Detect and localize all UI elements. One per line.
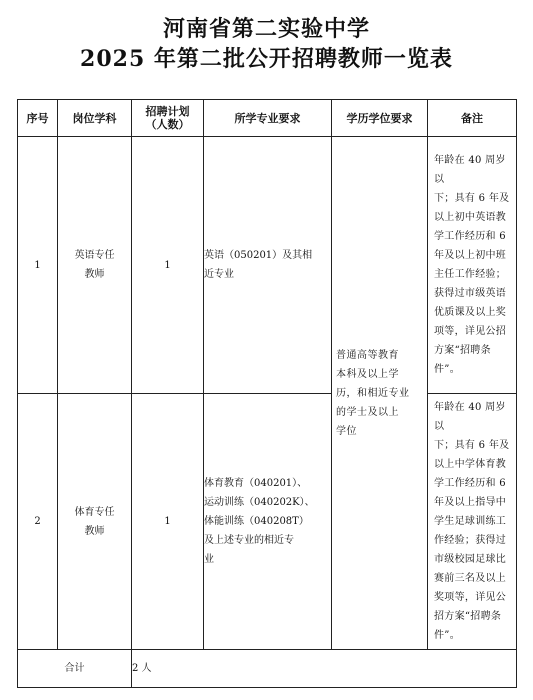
note-line: 件”。 [434, 364, 461, 375]
degree-line: 普通高等教育 [336, 349, 399, 361]
note-line: 年龄在 40 周岁以 [434, 402, 506, 432]
row1-major [204, 137, 332, 394]
table-row [18, 137, 517, 394]
row1-subject-line1: 英语专任 [74, 250, 115, 261]
row1-subject [58, 137, 132, 394]
document-title: 河南省第二实验中学 [162, 16, 370, 42]
row2-notes [428, 394, 517, 650]
note-line: 以上初中英语教 [434, 212, 507, 223]
note-line: 作经验；获得过 [434, 535, 507, 546]
header-row [18, 100, 517, 137]
row1-major-line1: 英语（050201）及其相 [204, 250, 313, 261]
header-notes: 备注 [428, 100, 517, 137]
row1-major-line2: 近专业 [204, 269, 234, 280]
row1-subject-line2: 教师 [84, 269, 105, 280]
row1-count: 1 [132, 137, 204, 394]
header-major: 所学专业要求 [204, 100, 332, 137]
note-line: 学工作经历和 6 [434, 231, 506, 242]
total-value: 2 人 [132, 650, 517, 688]
table-row [18, 394, 517, 650]
note-line: 赛前三名及以上 [434, 573, 507, 584]
recruitment-table [17, 99, 517, 688]
note-line: 下；具有 6 年及 [434, 440, 510, 451]
note-line: 主任工作经验； [434, 269, 507, 280]
note-line: 年龄在 40 周岁以 [434, 155, 506, 185]
header-degree: 学历学位要求 [332, 100, 428, 137]
note-line: 年及以上指导中 [434, 497, 507, 508]
total-row [18, 650, 517, 688]
degree-line: 的学士及以上 [336, 406, 399, 418]
note-line: 年及以上初中班 [434, 250, 507, 261]
row2-major-line: 业 [204, 554, 214, 565]
note-line: 以上中学体育教 [434, 459, 507, 470]
degree-line: 本科及以上学 [336, 368, 399, 380]
row2-major-line: 运动训练（040202K）、 [204, 497, 315, 508]
degree-line: 历，和相近专业 [336, 387, 410, 399]
row2-count: 1 [132, 394, 204, 650]
row1-notes [428, 137, 517, 394]
note-line: 方案“招聘条 [434, 345, 491, 356]
note-line: 奖项等，详见公 [434, 592, 507, 603]
total-label: 合计 [18, 650, 132, 688]
row2-subject-line2: 教师 [84, 525, 105, 537]
note-line: 学生足球训练工 [434, 516, 507, 527]
note-line: 下；具有 6 年及 [434, 193, 510, 204]
document-subtitle: 2025 年第二批公开招聘教师一览表 [80, 46, 453, 72]
header-seq: 序号 [18, 100, 58, 137]
note-line: 优质课及以上奖 [434, 307, 507, 318]
degree-line: 学位 [336, 425, 357, 437]
header-subject: 岗位学科 [58, 100, 132, 137]
header-plan-line2: （人数） [145, 118, 190, 131]
note-line: 件”。 [434, 630, 461, 641]
note-line: 项等，详见公招 [434, 326, 507, 337]
header-plan-line1: 招聘计划 [145, 105, 190, 118]
note-line: 获得过市级英语 [434, 288, 507, 299]
note-line: 市级校园足球比 [434, 554, 507, 565]
row2-major-line: 体能训练（040208T） [204, 516, 309, 527]
row2-major [204, 394, 332, 650]
row2-seq: 2 [18, 394, 58, 650]
row2-subject-line1: 体育专任 [74, 506, 115, 518]
row1-seq: 1 [18, 137, 58, 394]
row2-major-line: 体育教育（040201）、 [204, 478, 308, 489]
row2-subject [58, 394, 132, 650]
note-line: 学工作经历和 6 [434, 478, 506, 489]
note-line: 招方案“招聘条 [434, 611, 502, 622]
row2-major-line: 及上述专业的相近专 [204, 535, 294, 546]
degree-requirement [332, 137, 428, 650]
header-plan [132, 100, 204, 137]
